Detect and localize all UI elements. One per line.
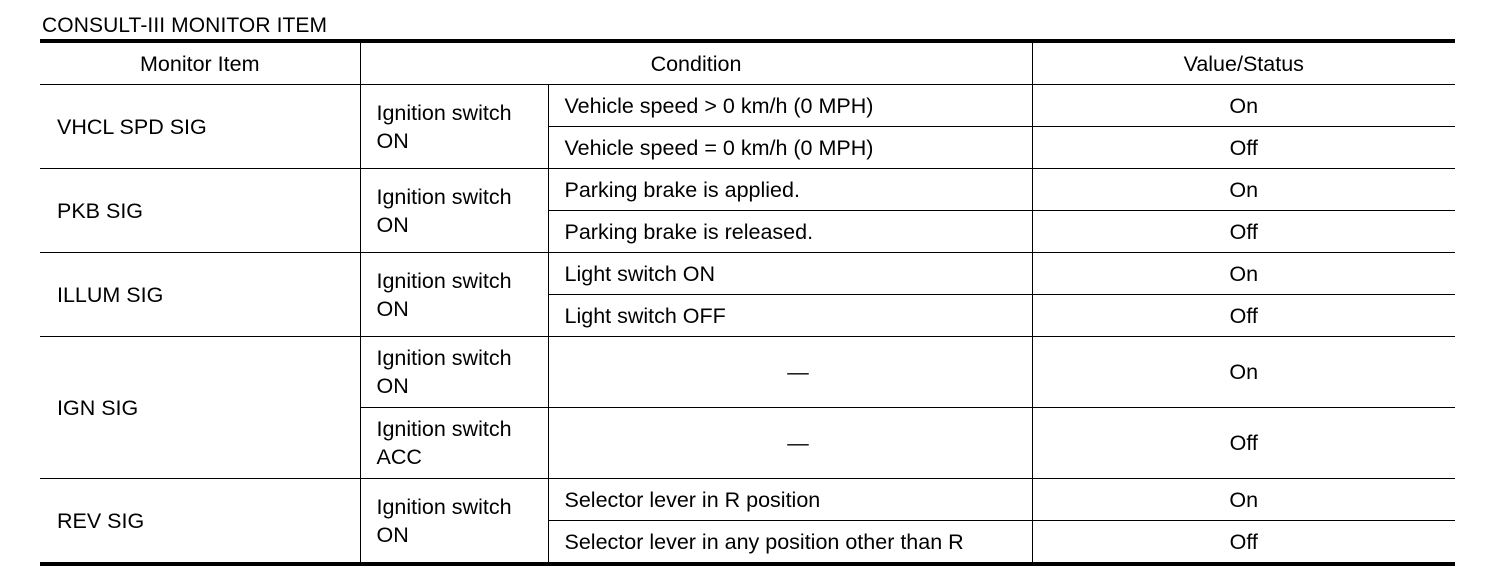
table-row [40,337,1455,408]
ignition-cell [360,337,548,408]
value-cell: On [1032,337,1455,408]
condition-cell: Selector lever in any position other than R [548,521,1032,565]
header-condition: Condition [360,41,1032,85]
value-cell: Off [1032,408,1455,479]
monitor-item-table [40,39,1455,566]
header-value-status: Value/Status [1032,41,1455,85]
monitor-item-cell: VHCL SPD SIG [40,85,360,169]
condition-cell: Vehicle speed = 0 km/h (0 MPH) [548,127,1032,169]
table-row [40,85,1455,127]
ignition-label: Ignition switch [376,100,512,125]
monitor-item-cell: PKB SIG [40,169,360,253]
header-row [40,41,1455,85]
condition-cell: Light switch ON [548,253,1032,295]
monitor-item-cell: IGN SIG [40,337,360,479]
monitor-item-cell: REV SIG [40,479,360,565]
ignition-state: ON [376,374,409,398]
condition-cell: Light switch OFF [548,295,1032,337]
ignition-cell [360,479,548,565]
ignition-state: ON [376,212,409,237]
ignition-label: Ignition switch [376,494,512,519]
value-cell: On [1032,169,1455,211]
condition-cell: Vehicle speed > 0 km/h (0 MPH) [548,85,1032,127]
table-row [40,169,1455,211]
header-monitor-item: Monitor Item [40,41,360,85]
value-cell: Off [1032,211,1455,253]
condition-cell: — [548,337,1032,408]
ignition-state: ON [376,128,409,153]
ignition-cell [360,169,548,253]
table-caption: CONSULT-III MONITOR ITEM [42,14,328,37]
monitor-item-cell: ILLUM SIG [40,253,360,337]
value-cell: On [1032,479,1455,521]
condition-cell: Selector lever in R position [548,479,1032,521]
ignition-cell [360,253,548,337]
ignition-cell [360,408,548,479]
value-cell: Off [1032,127,1455,169]
condition-cell: Parking brake is released. [548,211,1032,253]
condition-cell: — [548,408,1032,479]
value-cell: On [1032,85,1455,127]
ignition-cell [360,85,548,169]
ignition-state: ACC [376,445,422,469]
table-row [40,479,1455,521]
ignition-label: Ignition switch [376,346,512,370]
value-cell: Off [1032,521,1455,565]
value-cell: Off [1032,295,1455,337]
table-row [40,253,1455,295]
ignition-label: Ignition switch [376,417,512,441]
condition-cell: Parking brake is applied. [548,169,1032,211]
ignition-label: Ignition switch [376,184,512,209]
ignition-label: Ignition switch [376,268,512,293]
ignition-state: ON [376,296,409,321]
ignition-state: ON [376,522,409,547]
value-cell: On [1032,253,1455,295]
